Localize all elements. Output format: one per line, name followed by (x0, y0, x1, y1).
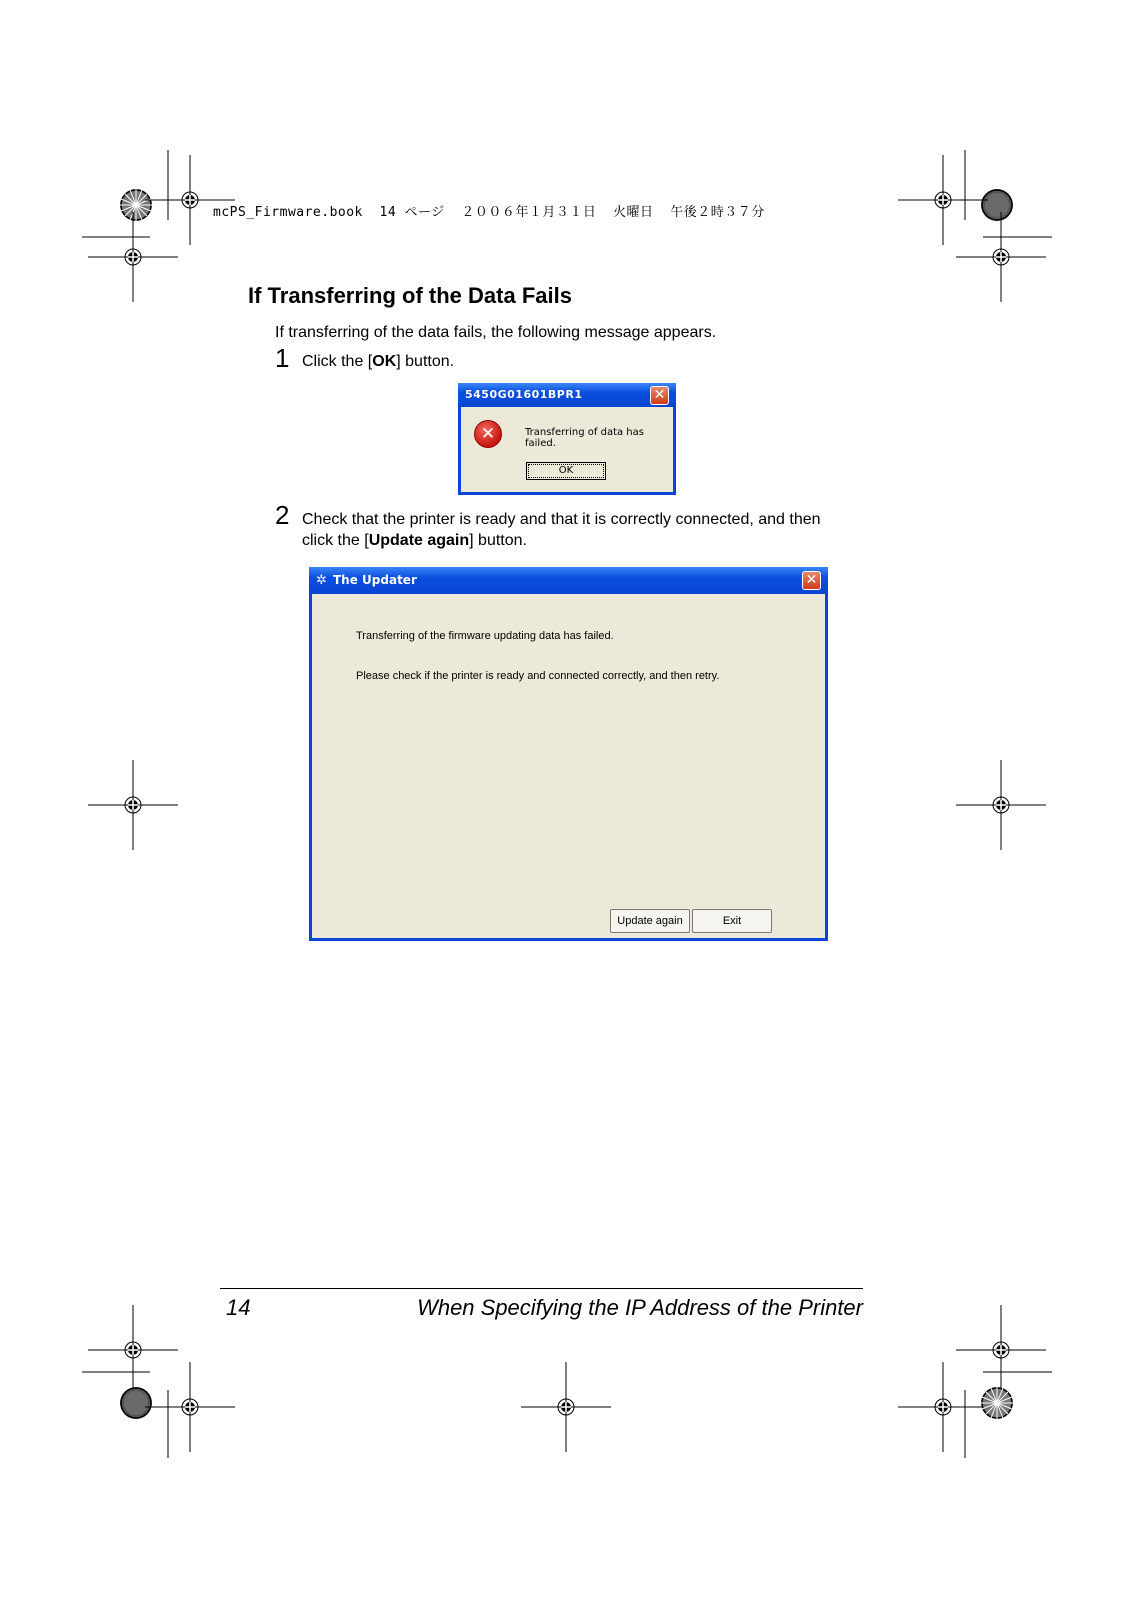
crosshair-top-left (145, 155, 235, 245)
error-dialog-titlebar[interactable] (458, 383, 676, 407)
grey-target-bottom-left (120, 1387, 152, 1419)
updater-titlebar[interactable] (309, 567, 828, 594)
updater-close-button[interactable]: ✕ (802, 571, 821, 590)
step-1-number: 1 (275, 343, 290, 373)
updater-window (309, 567, 828, 941)
error-dialog (458, 383, 676, 495)
step-1-text: Click the [OK] button. (302, 353, 455, 370)
crosshair-bottom-center (521, 1362, 611, 1452)
crosshair-bottom-left-upper (88, 1305, 178, 1395)
step-2-number: 2 (275, 500, 290, 530)
ok-button[interactable]: OK (526, 462, 606, 480)
updater-app-icon: ✲ (316, 573, 327, 588)
crosshair-mid-right (956, 760, 1046, 850)
step-2-text: Check that the printer is ready and that it is correctly connected, and then click the [Update again] button. (302, 511, 821, 549)
exit-button[interactable]: Exit (692, 909, 772, 933)
crosshair-top-left-lower (88, 212, 178, 302)
section-heading: If Transferring of the Data Fails (248, 283, 572, 308)
error-dialog-title: 5450G01601BPR1 (465, 388, 583, 401)
error-dialog-close-button[interactable]: ✕ (650, 386, 669, 405)
updater-message-retry: Please check if the printer is ready and connected correctly, and then retry. (356, 670, 720, 682)
crosshair-top-right (898, 155, 988, 245)
print-slug: mcPS_Firmware.book 14 ページ ２００６年１月３１日 火曜日 午後２時３７分 (213, 205, 765, 220)
error-dialog-message: Transferring of data has failed. (525, 427, 644, 449)
star-target-top-left (120, 189, 152, 221)
intro-text: If transferring of the data fails, the following message appears. (275, 324, 717, 341)
footer-rule (220, 1288, 863, 1289)
star-target-bottom-right (981, 1387, 1013, 1419)
update-again-button[interactable]: Update again (610, 909, 690, 933)
crosshair-bottom-left (145, 1362, 235, 1452)
crosshair-top-right-lower (956, 212, 1046, 302)
grey-target-top-right (981, 189, 1013, 221)
chapter-title: When Specifying the IP Address of the Printer (417, 1295, 863, 1320)
updater-title: The Updater (333, 573, 417, 587)
crosshair-bottom-right (898, 1362, 988, 1452)
page-number: 14 (226, 1295, 251, 1320)
crosshair-bottom-right-upper (956, 1305, 1046, 1395)
updater-message-failed: Transferring of the firmware updating data has failed. (356, 630, 614, 642)
crosshair-mid-left (88, 760, 178, 850)
error-icon: ✕ (474, 420, 502, 448)
